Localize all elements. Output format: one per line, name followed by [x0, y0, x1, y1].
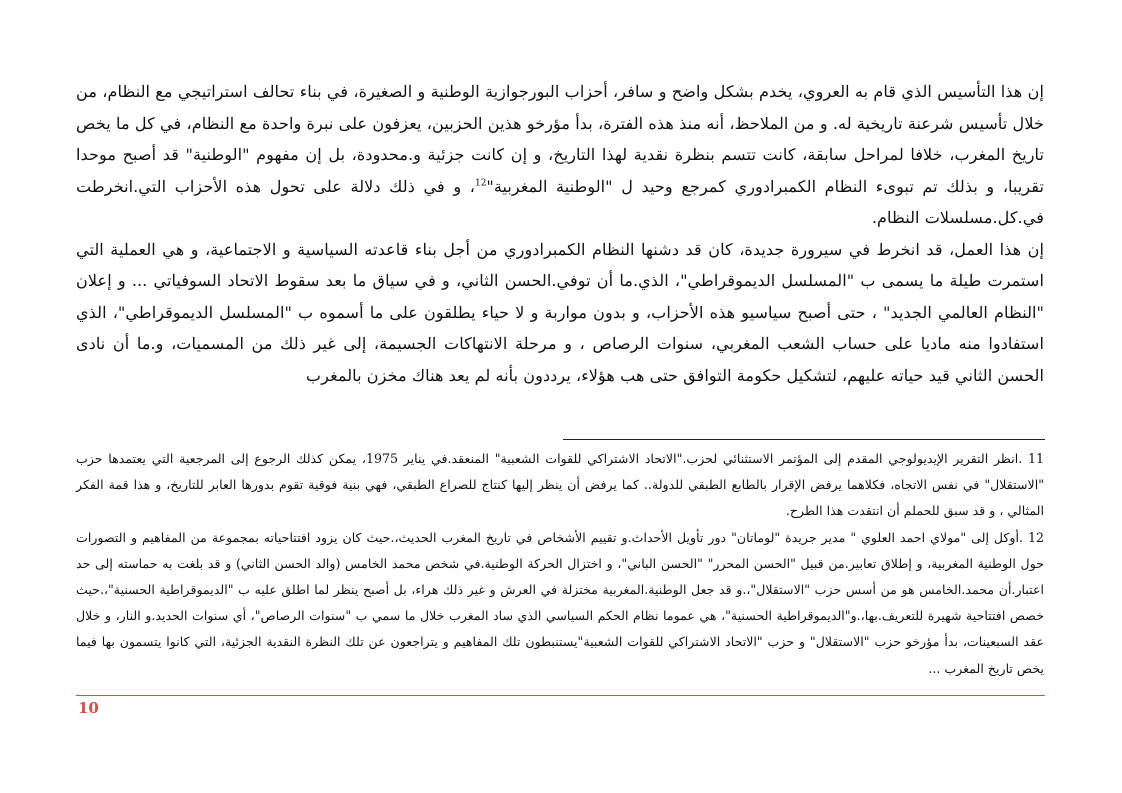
page-number: 10: [78, 699, 99, 717]
paragraph-text: ، و في ذلك دلالة على تحول هذه الأحزاب التي.انخرطت في.كل.مسلسلات النظام.: [76, 176, 1044, 227]
body-paragraph: [76, 76, 1044, 234]
footnote-12: 12 .أوكل إلى "مولاي احمد العلوي " مدير جريدة "لوماتان" دور تأويل الأحداث.و تقييم الأشخاص في تاريخ المغرب الحديث،.حيث كان يزود افتتاحياته بمجموعة من المفاهيم و التصورات حول الوطنية المغربية، و إطلاق تعابير.من قبيل "الحسن المحرر" "الحسن الباني"، و اختزال الحركة الوطنية.في شخص محمد الخامس (والد الحسن الثاني) و قد بلغت به حماسته إلى حد اعتبار.أن محمد.الخامس هو من أسس حزب "الاستقلال"،.و قد جعل الوطنية.المغربية مختزلة في العرش و غير ذلك هراء، بل أصبح ينظر لما اطلق عليه ب "الديموقراطية الحسنية"،.حيث خصص افتتاحية شهيرة للتعريف.بها،.و"الديموقراطية الحسنية"، هي عموما نظام الحكم السياسي الذي ساد المغرب خلال ما سمي ب "سنوات الرصاص"، أي سنوات الحديد.و النار، و خلال عقد السبعينات، بدأ مؤرخو حزب "الاستقلال" و حزب "الاتحاد الاشتراكي للقوات الشعبية"يستنبطون تلك المفاهيم و يتراجعون عن تلك النظرة النقدية الجزئية، التي كانوا يتسمون بها فيما يخص تاريخ المغرب ...: [76, 529, 1045, 676]
footnote-reference[interactable]: 12: [474, 178, 487, 189]
footnote-separator: [563, 439, 1045, 440]
paragraph-text: إن هذا التأسيس الذي قام به العروي، يخدم بشكل واضح و سافر، أحزاب البورجوازية الوطنية و الصغيرة، في بناء تحالف استراتيجي مع النظام، من خلال تأسيس شرعنة تاريخية له. و من الملاحظ، أنه منذ هذه الفترة، بدأ مؤرخو هذين الحزبين، يعزفون على نبرة واحدة مع النظام، في كل ما يخص تاريخ المغرب، خلافا لمراحل سابقة، كانت تتسم بنظرة نقدية لهذا التاريخ، و إن كانت جزئية و.محدودة، بل إن مفهوم "الوطنية" قد أصبح موحدا تقريبا، و بذلك تم تبوىء النظام الكمبرادوري كمرجع وحيد ل "الوطنية المغربية": [76, 82, 1044, 196]
body-paragraph: إن هذا العمل، قد انخرط في سيرورة جديدة، كان قد دشنها النظام الكمبرادوري من أجل بناء قاعدته السياسية و الاجتماعية، و هي العملية التي استمرت طيلة ما يسمى ب "المسلسل الديموقراطي"، الذي.ما أن توفي.الحسن الثاني، و في سياق ما بعد سقوط الاتحاد السوفياتي ... و إعلان "النظام العالمي الجديد" ، حتى أصبح سياسيو هذه الأحزاب، و بدون مواربة و لا حياء يطلقون على ما أسموه ب "المسلسل الديموقراطي"، الذي استفادوا منه ماديا على حساب الشعب المغربي، سنوات الرصاص ، و مرحلة الانتهاكات الجسيمة، إلى غير ذلك من المسميات، و.ما أن نادى الحسن الثاني قيد حياته عليهم، لتشكيل حكومة التوافق حتى هب هؤلاء، يرددون بأنه لم يعد هناك مخزن بالمغرب: [76, 239, 1044, 385]
footnotes: [76, 446, 1044, 682]
footnote-11: 11 .انظر التقرير الإيديولوجي المقدم إلى المؤتمر الاستثنائي لحزب."الاتحاد الاشتراكي للقوات الشعبية" المنعقد.في يناير 1975، يمكن كذلك الرجوع إلى المرجعية التي يعتمدها حزب "الاستقلال" في نفس الاتجاه، فكلاهما يرفض الإقرار بالطابع الطبقي للدولة.. كما يرفض أن ينظر إليها كنتاج للصراع الطبقي، فهي بنية فوقية تقوم بدورها العابر للتاريخ، و هذا قمة الفكر المثالي ، و قد سبق للحملم أن انتقدت هذا الطرح.: [76, 451, 1044, 519]
body-text: [76, 76, 1044, 391]
footer-rule: [76, 695, 1045, 696]
